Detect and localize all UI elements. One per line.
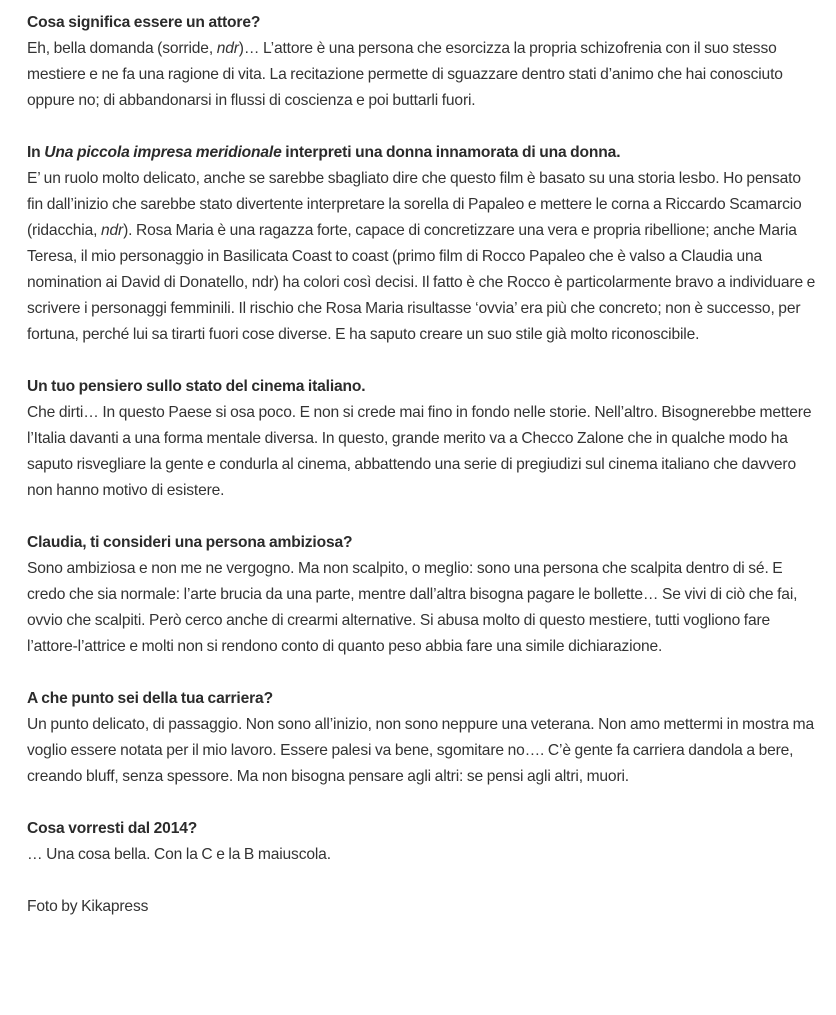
answer-text: ). Rosa Maria è una ragazza forte, capace di concretizzare una vera e propria ribellione; anche Maria Teresa, il mio personaggio in Basilicata Coast to coast (primo film di Rocco Papaleo che è valso a Claudia una nomination ai David di Donatello, ndr) ha colori così decisi. Il fatto è che Rocco è particolarmente bravo a individuare e scrivere i personaggi femminili. Il rischio che Rosa Maria risultasse ‘ovvia’ era più che concreto; non è successo, per fortuna, perché lui sa tirarti fuori cose diverse. E ha saputo creare un suo stile già molto riconoscibile. [27,222,816,343]
question-text: interpreti una donna innamorata di una donna. [281,144,621,161]
answer-text: Un punto delicato, di passaggio. Non sono all’inizio, non sono neppure una veterana. Non amo mettermi in mostra ma voglio essere notata per il mio lavoro. Essere palesi va bene, sgomitare no…. C’è gente fa carriera dandola a bere, creando bluff, senza spessore. Ma non bisogna pensare agli altri: se pensi agli altri, muori. [27,716,814,785]
answer [27,166,817,348]
question [27,816,817,842]
answer [27,36,817,114]
answer [27,842,817,868]
question-text: Un tuo pensiero sullo stato del cinema italiano. [27,378,366,395]
question [27,374,817,400]
qa-block [27,686,817,790]
question-text: Cosa vorresti dal 2014? [27,820,198,837]
qa-list [27,10,817,868]
qa-block [27,374,817,504]
qa-block [27,10,817,114]
answer-text: Eh, bella domanda (sorride, [27,40,217,57]
qa-block [27,816,817,868]
answer-text: Sono ambiziosa e non me ne vergogno. Ma non scalpito, o meglio: sono una persona che scalpita dentro di sé. E credo che sia normale: l’arte brucia da una parte, mentre dall’altra bisogna pagare le bollette… Se vivi di ciò che fai, ovvio che scalpiti. Però cerco anche di crearmi alternative. Si abusa molto di questo mestiere, tutti vogliono fare l’attore-l’attrice e molti non si rendono conto di quanto peso abbia fare una simile dichiarazione. [27,560,798,655]
question-text: Claudia, ti consideri una persona ambiziosa? [27,534,353,551]
answer [27,556,817,660]
question-italic-text: Una piccola impresa meridionale [44,144,282,161]
question-text: Cosa significa essere un attore? [27,14,261,31]
question-text: A che punto sei della tua carriera? [27,690,273,707]
answer-text: )… L’attore è una persona che esorcizza la propria schizofrenia con il suo stesso mestiere e ne fa una ragione di vita. La recitazione permette di sguazzare dentro stati d’animo che hai conosciuto oppure no; di abbandonarsi in flussi di coscienza e poi buttarli fuori. [27,40,783,109]
answer-italic-text: ndr [100,222,124,239]
question [27,686,817,712]
interview-article [27,10,817,920]
answer-text: … Una cosa bella. Con la C e la B maiuscola. [27,846,331,863]
photo-credit: Foto by Kikapress [27,898,149,915]
answer [27,712,817,790]
question [27,10,817,36]
qa-block [27,530,817,660]
question [27,140,817,166]
qa-block [27,140,817,348]
answer-text: E’ un ruolo molto delicato, anche se sarebbe sbagliato dire che questo film è basato su una storia lesbo. Ho pensato fin dall’inizio che sarebbe stato divertente interpretare la sorella di Papaleo e mettere le corna a Riccardo Scamarcio (ridacchia, [27,170,802,239]
answer-text: Che dirti… In questo Paese si osa poco. E non si crede mai fino in fondo nelle storie. Nell’altro. Bisognerebbe mettere l’Italia davanti a una forma mentale diversa. In questo, grande merito va a Checco Zalone che in qualche modo ha saputo risvegliare la gente e condurla al cinema, abbattendo una serie di pregiudizi sul cinema italiano che davvero non hanno motivo di esistere. [27,404,812,499]
answer-italic-text: ndr [216,40,239,57]
answer [27,400,817,504]
question [27,530,817,556]
question-text: In [27,144,45,161]
